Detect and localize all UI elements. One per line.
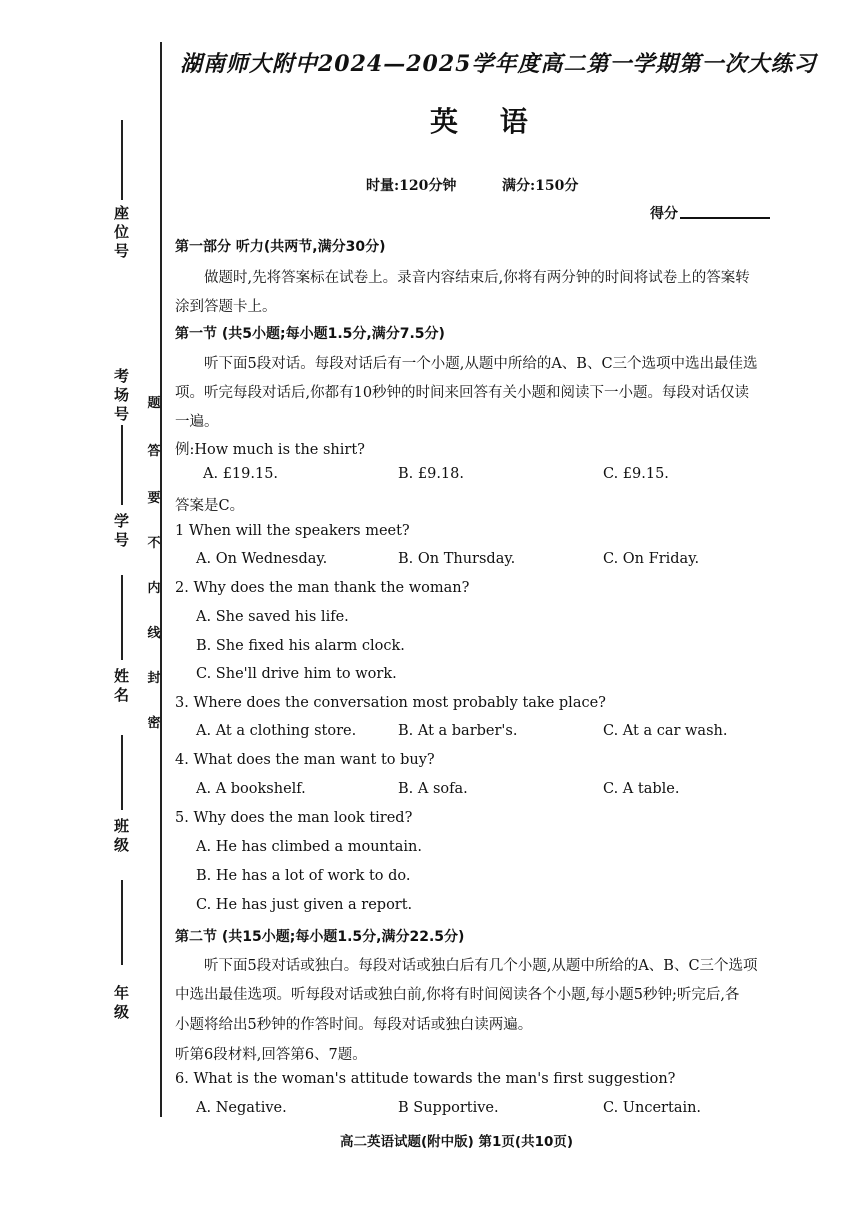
- material-instruction: 听第6段材料,回答第6、7题。: [175, 1047, 367, 1063]
- section2-intro: 中选出最佳选项。听每段对话或独白前,你将有时间阅读各个小题,每小题5秒钟;听完后,各: [175, 987, 740, 1003]
- part1-intro: 涂到答题卡上。: [175, 299, 277, 315]
- question-option: A. Negative.: [196, 1100, 287, 1116]
- example-option: A. £19.15.: [203, 466, 279, 482]
- grade-label: 年级: [112, 985, 130, 1023]
- seal-char: 题: [147, 396, 161, 411]
- student-number-blank: [121, 575, 123, 660]
- class-blank: [121, 880, 123, 965]
- example-answer: 答案是C。: [175, 498, 245, 514]
- question-option: A. A bookshelf.: [196, 781, 306, 797]
- full-score: 满分:150分: [502, 178, 579, 194]
- seal-char: 线: [147, 626, 161, 641]
- section1-intro: 听下面5段对话。每段对话后有一个小题,从题中所给的A、B、C三个选项中选出最佳选: [204, 356, 758, 372]
- student-number-label: 学号: [112, 513, 130, 551]
- exam-room-label: 考场号: [112, 368, 130, 425]
- question-stem: 5. Why does the man look tired?: [175, 810, 413, 826]
- seal-char: 答: [147, 444, 161, 459]
- page-footer: 高二英语试题(附中版) 第1页(共10页): [340, 1134, 574, 1150]
- subject-title: 英 语: [430, 105, 544, 138]
- example-option: B. £9.18.: [398, 466, 464, 482]
- seal-char: 密: [147, 716, 161, 731]
- question-stem: 2. Why does the man thank the woman?: [175, 580, 470, 596]
- question-stem: 1 When will the speakers meet?: [175, 523, 410, 539]
- question-option: A. She saved his life.: [196, 609, 349, 625]
- question-option: C. He has just given a report.: [196, 897, 413, 913]
- name-blank: [121, 735, 123, 810]
- question-stem: 4. What does the man want to buy?: [175, 752, 435, 768]
- seal-char: 要: [147, 491, 161, 506]
- question-option: C. A table.: [603, 781, 680, 797]
- section1-intro: 一遍。: [175, 414, 219, 430]
- section1-intro: 项。听完每段对话后,你都有10秒钟的时间来回答有关小题和阅读下一小题。每段对话仅读: [175, 385, 750, 401]
- question-option: C. She'll drive him to work.: [196, 666, 397, 682]
- question-option: C. On Friday.: [603, 551, 700, 567]
- part1-heading: 第一部分 听力(共两节,满分30分): [175, 239, 386, 255]
- class-label: 班级: [112, 818, 130, 856]
- score-label: 得分: [650, 206, 678, 222]
- question-option: A. On Wednesday.: [196, 551, 328, 567]
- section2-intro: 听下面5段对话或独白。每段对话或独白后有几个小题,从题中所给的A、B、C三个选项: [204, 958, 758, 974]
- exam-title: 湖南师大附中2024—2025学年度高二第一学期第一次大练习: [180, 51, 817, 77]
- question-option: B Supportive.: [398, 1100, 499, 1116]
- question-option: B. She fixed his alarm clock.: [196, 638, 405, 654]
- example-option: C. £9.15.: [603, 466, 669, 482]
- seat-number-label: 座位号: [112, 205, 130, 262]
- question-stem: 3. Where does the conversation most probably take place?: [175, 695, 606, 711]
- question-option: A. He has climbed a mountain.: [196, 839, 422, 855]
- question-option: B. A sofa.: [398, 781, 468, 797]
- question-option: B. On Thursday.: [398, 551, 516, 567]
- question-option: C. At a car wash.: [603, 723, 728, 739]
- example-question: 例:How much is the shirt?: [175, 442, 365, 458]
- question-option: B. At a barber's.: [398, 723, 518, 739]
- section2-intro: 小题将给出5秒钟的作答时间。每段对话或独白读两遍。: [175, 1017, 533, 1033]
- score-blank: [680, 217, 770, 219]
- section2-heading: 第二节 (共15小题;每小题1.5分,满分22.5分): [175, 929, 465, 945]
- seal-char: 不: [147, 536, 161, 551]
- section1-heading: 第一节 (共5小题;每小题1.5分,满分7.5分): [175, 326, 445, 342]
- question-stem: 6. What is the woman's attitude towards the man's first suggestion?: [175, 1071, 676, 1087]
- part1-intro: 做题时,先将答案标在试卷上。录音内容结束后,你将有两分钟的时间将试卷上的答案转: [204, 270, 750, 286]
- question-option: B. He has a lot of work to do.: [196, 868, 411, 884]
- question-option: A. At a clothing store.: [196, 723, 357, 739]
- seat-number-blank: [121, 120, 123, 200]
- question-option: C. Uncertain.: [603, 1100, 702, 1116]
- seal-char: 内: [147, 581, 161, 596]
- seal-char: 封: [147, 671, 161, 686]
- name-label: 姓名: [112, 668, 130, 706]
- exam-room-blank: [121, 425, 123, 505]
- time-limit: 时量:120分钟: [366, 178, 457, 194]
